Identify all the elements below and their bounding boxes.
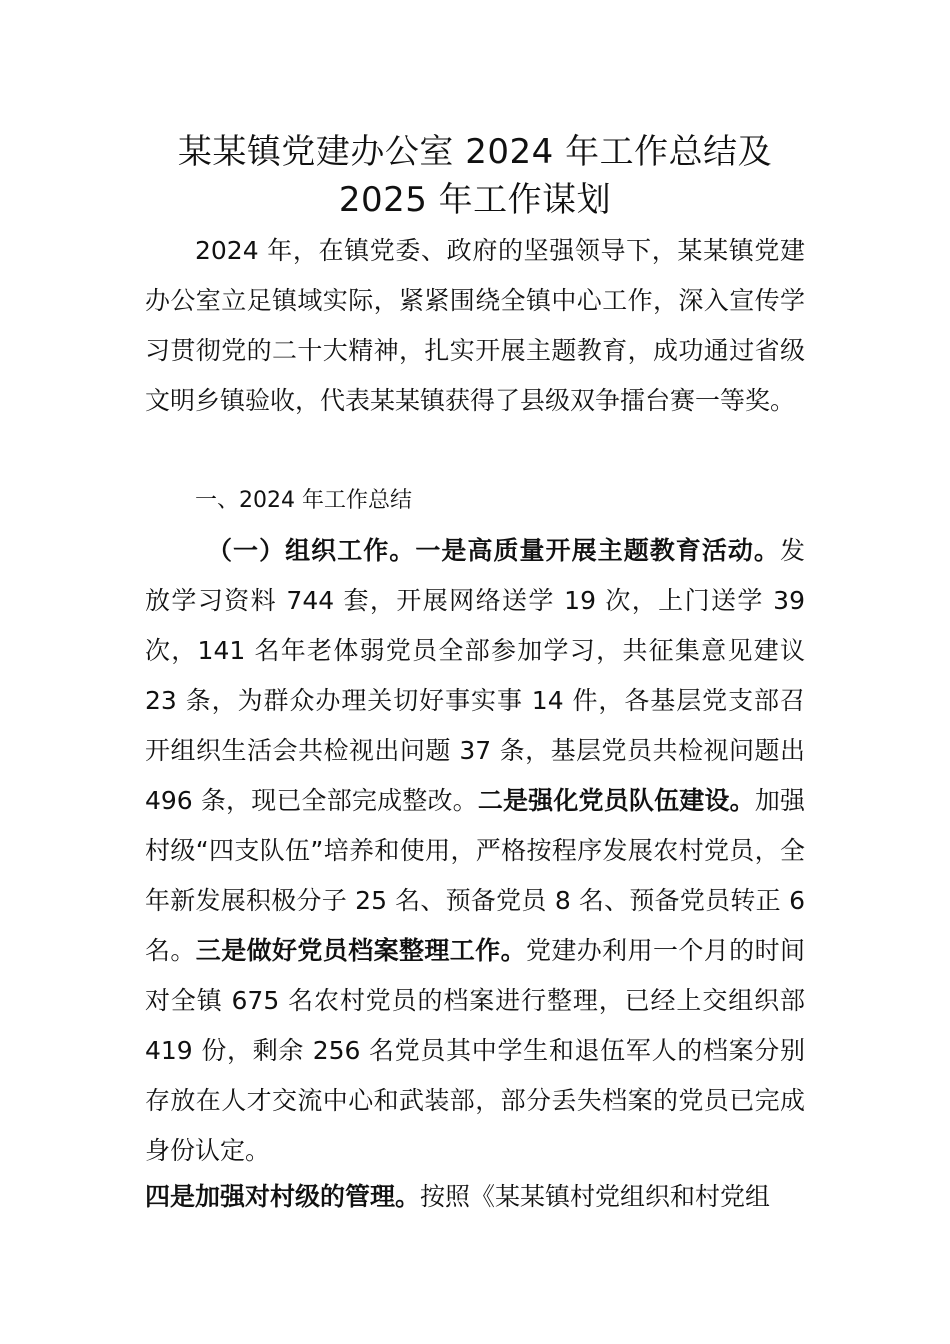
- intro-paragraph: 2024 年，在镇党委、政府的坚强领导下，某某镇党建办公室立足镇域实际，紧紧围绕全镇中心工作，深入宣传学习贯彻党的二十大精神，扎实开展主题教育，成功通过省级文明乡镇验收，代表某某镇获得了县级双争擂台赛一等奖。: [145, 236, 805, 415]
- village-management-paragraph: [145, 1172, 805, 1222]
- document-title: [140, 128, 810, 224]
- organization-work-paragraph: [145, 526, 805, 1176]
- point-3-text: 党建办利用一个月的时间对全镇 675 名农村党员的档案进行整理，已经上交组织部 419 份，剩余 256 名党员其中学生和退伍军人的档案分别存放在人才交流中心和武装部，部分丢失档案的党员已完成身份认定。: [145, 936, 805, 1165]
- point-4-text: 按照《某某镇村党组织和村党组: [420, 1182, 771, 1211]
- title-line-1: 某某镇党建办公室 2024 年工作总结及: [177, 132, 773, 172]
- point-2-title: 二是强化党员队伍建设。: [477, 786, 755, 815]
- point-4-title: 四是加强对村级的管理。: [145, 1182, 421, 1211]
- point-2-text: 加强村级“四支队伍”培养和使用，严格按程序发展农村党员，全年新发展积极分子 25 名、预备党员 8 名、预备党员转正 6 名。: [145, 786, 805, 965]
- point-1-text: 发放学习资料 744 套，开展网络送学 19 次，上门送学 39 次，141 名年老体弱党员全部参加学习，共征集意见建议 23 条，为群众办理关切好事实事 14 件，各基层党支部召开组织生活会共检视出问题 37 条，基层党员共检视问题出 496 条，现已全部完成整改。: [145, 536, 805, 815]
- point-3-title: 三是做好党员档案整理工作。: [195, 936, 526, 965]
- section-heading: 一、2024 年工作总结: [195, 488, 412, 513]
- subsection-title: （一）组织工作。: [207, 536, 416, 565]
- point-1-title: 一是高质量开展主题教育活动。: [415, 536, 780, 565]
- title-line-2: 2025 年工作谋划: [338, 180, 612, 220]
